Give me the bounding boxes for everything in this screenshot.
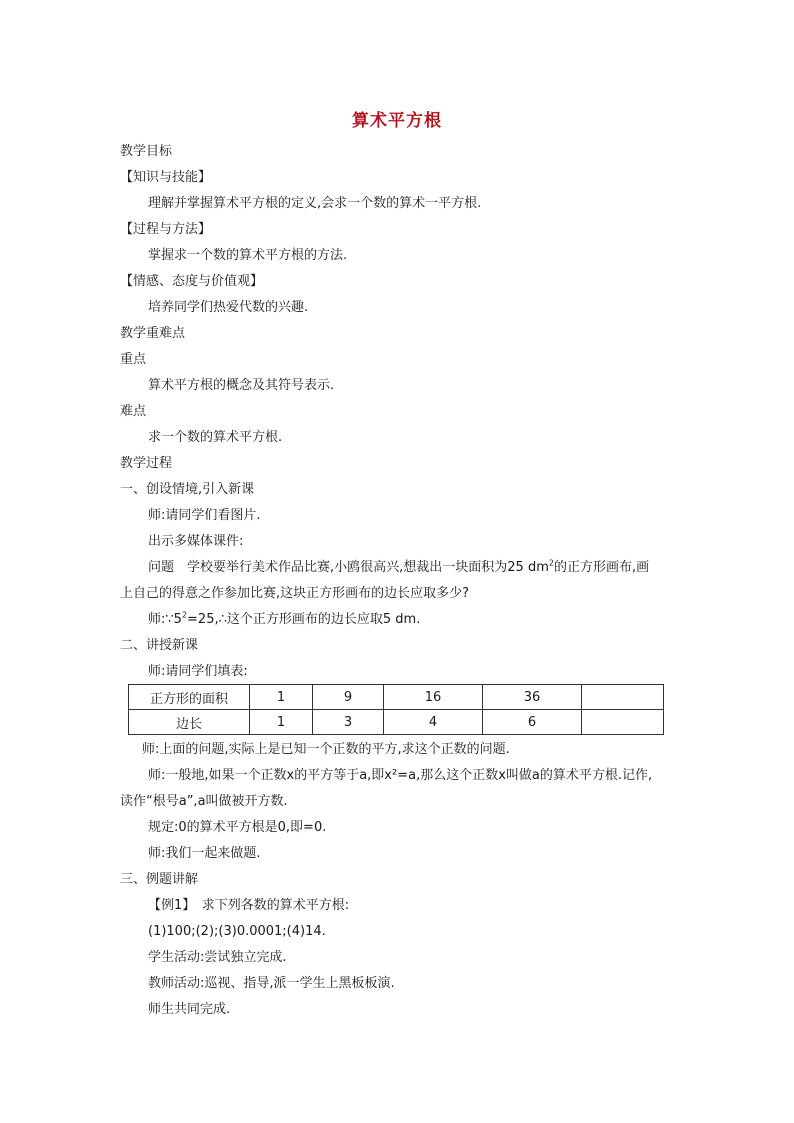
table-cell: 正方形的面积	[129, 685, 250, 710]
table-row	[129, 710, 664, 735]
paragraph: 师:我们一起来做题.	[148, 846, 261, 861]
paragraph: 求一个数的算术平方根.	[148, 430, 283, 445]
table-cell	[582, 710, 664, 735]
problem-superscript: 2	[548, 558, 554, 568]
table-cell: 6	[483, 710, 582, 735]
paragraph: 教师活动:巡视、指导,派一学生上黑板板演.	[148, 976, 395, 991]
paragraph: 读作“根号a”,a叫做被开方数.	[120, 794, 288, 809]
table-cell: 1	[250, 685, 313, 710]
answer-text-post: =25,∴这个正方形画布的边长应取5 dm.	[187, 612, 421, 627]
paragraph: 理解并掌握算术平方根的定义,会求一个数的算术一平方根.	[148, 196, 482, 211]
subsection-heading: 重点	[120, 352, 147, 367]
table-row	[129, 685, 664, 710]
table-cell: 16	[384, 685, 483, 710]
paragraph: 算术平方根的概念及其符号表示.	[148, 378, 335, 393]
subsection-heading: 一、创设情境,引入新课	[120, 482, 255, 497]
paragraph: 学生活动:尝试独立完成.	[148, 950, 287, 965]
subsection-heading: 【过程与方法】	[120, 222, 212, 237]
table-cell: 4	[384, 710, 483, 735]
section-heading: 教学过程	[120, 456, 173, 471]
problem-paragraph	[148, 559, 649, 577]
problem-text-post: 的正方形画布,画	[553, 560, 650, 575]
table-cell	[582, 685, 664, 710]
section-heading: 教学重难点	[120, 326, 186, 341]
paragraph: 出示多媒体课件:	[148, 534, 244, 549]
answer-superscript: 2	[181, 610, 188, 620]
example-heading: 【例1】 求下列各数的算术平方根:	[148, 898, 350, 913]
paragraph: 师:请同学们填表:	[148, 664, 248, 679]
answer-text-pre: 师:∵5	[148, 612, 182, 627]
subsection-heading: 【情感、态度与价值观】	[120, 274, 264, 289]
paragraph: 师:一般地,如果一个正数x的平方等于a,即x²=a,那么这个正数x叫做a的算术平方根.记作,	[148, 768, 653, 783]
document-title: 算术平方根	[352, 111, 442, 131]
paragraph: (1)100;(2);(3)0.0001;(4)14.	[148, 924, 326, 939]
square-table	[128, 684, 664, 735]
paragraph: 规定:0的算术平方根是0,即=0.	[148, 820, 327, 835]
paragraph: 培养同学们热爱代数的兴趣.	[148, 300, 309, 315]
section-heading: 三、例题讲解	[120, 872, 199, 887]
subsection-heading: 二、讲授新课	[120, 638, 199, 653]
section-heading: 教学目标	[120, 144, 173, 159]
paragraph: 掌握求一个数的算术平方根的方法.	[148, 248, 348, 263]
problem-text-pre: 问题 学校要举行美术作品比赛,小鸥很高兴,想裁出一块面积为25 dm	[148, 560, 549, 575]
paragraph: 师生共同完成.	[148, 1002, 231, 1017]
answer-paragraph	[148, 611, 420, 629]
table-cell: 3	[313, 710, 384, 735]
table-cell: 1	[250, 710, 313, 735]
paragraph: 上自己的得意之作参加比赛,这块正方形画布的边长应取多少?	[120, 586, 470, 601]
subsection-heading: 【知识与技能】	[120, 170, 212, 185]
table-cell: 9	[313, 685, 384, 710]
subsection-heading: 难点	[120, 404, 147, 419]
paragraph: 师:上面的问题,实际上是已知一个正数的平方,求这个正数的问题.	[142, 742, 510, 757]
table-cell: 36	[483, 685, 582, 710]
table-cell: 边长	[129, 710, 250, 735]
paragraph: 师:请同学们看图片.	[148, 508, 261, 523]
